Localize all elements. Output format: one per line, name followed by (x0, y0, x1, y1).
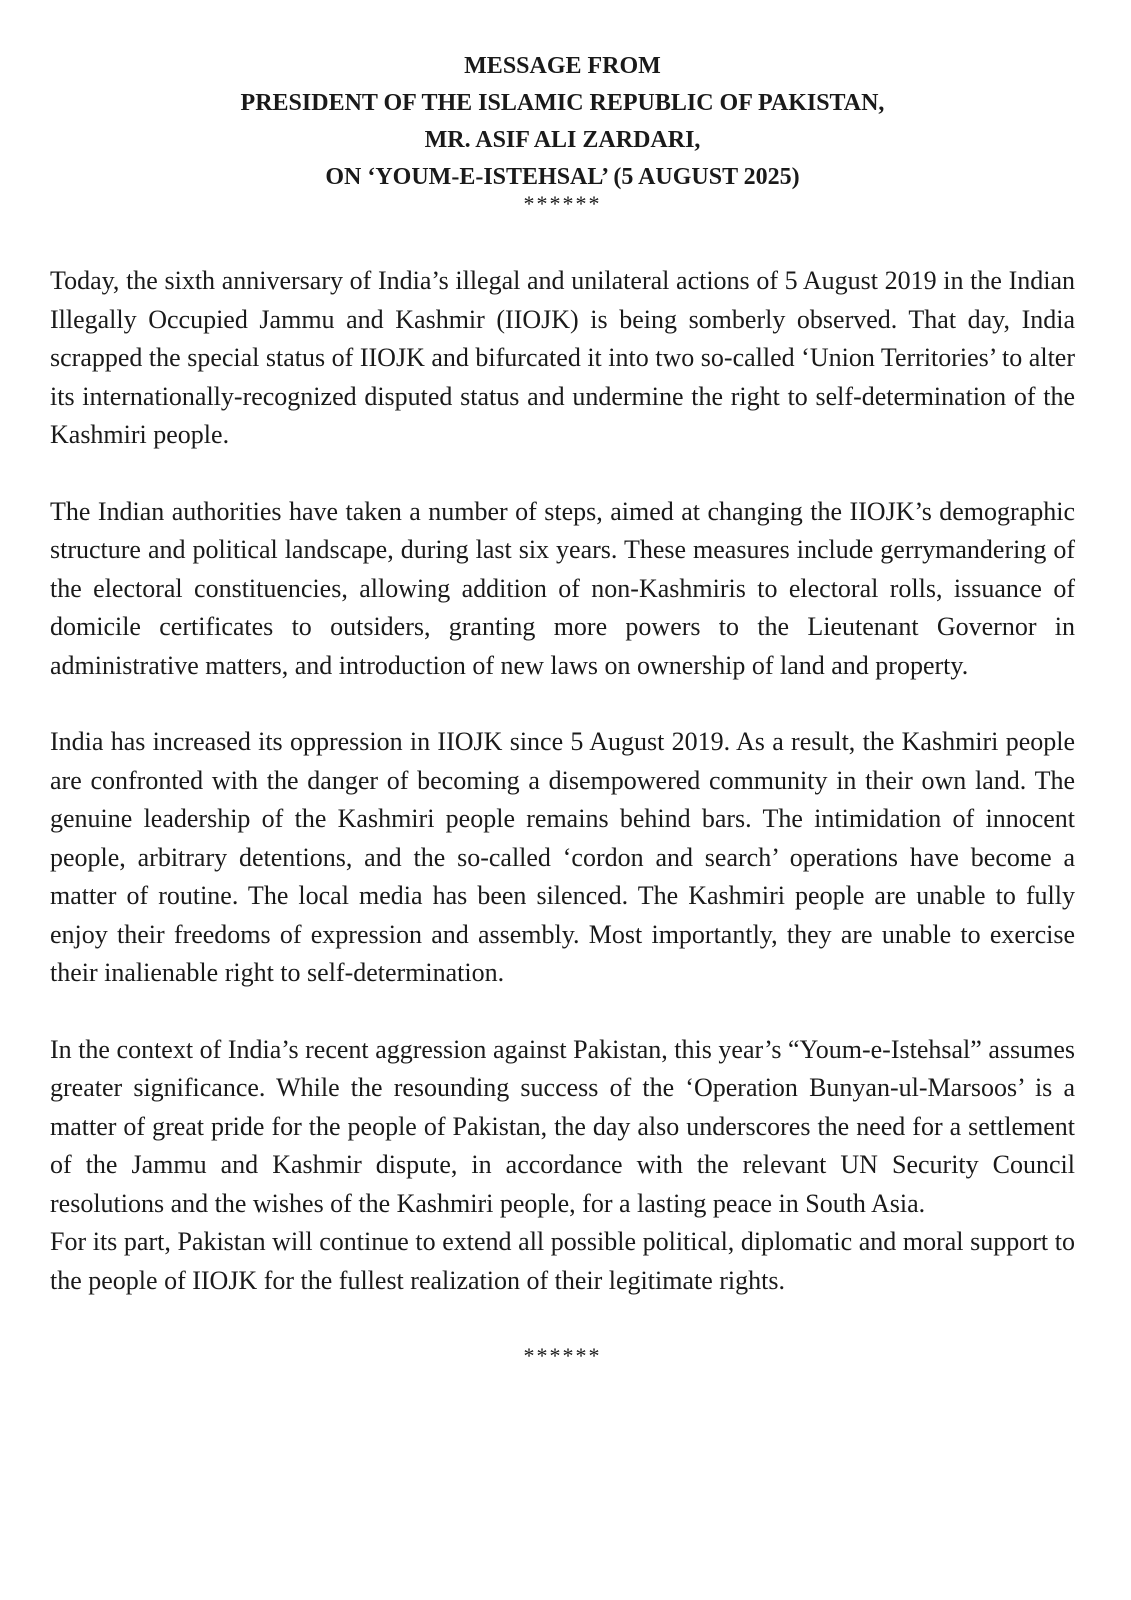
document-heading (50, 48, 1075, 196)
heading-line-4: ON ‘YOUM-E-ISTEHSAL’ (5 AUGUST 2025) (325, 164, 800, 190)
top-separator: ****** (523, 191, 602, 216)
message-body (50, 262, 1075, 1300)
paragraph-3: India has increased its oppression in IIOJK since 5 August 2019. As a result, the Kashmiri people are confronted with the danger of becoming a disempowered community in their own land. The genuine leadership of the Kashmiri people remains behind bars. The intimidation of innocent people, arbitrary detentions, and the so-called ‘cordon and search’ operations have become a matter of routine. The local media has been silenced. The Kashmiri people are unable to fully enjoy their freedoms of expression and assembly. Most importantly, they are unable to exercise their inalienable right to self-determination. (50, 727, 1075, 987)
paragraph-5: For its part, Pakistan will continue to extend all possible political, diplomatic and moral support to the people of IIOJK for the fullest realization of their legitimate rights. (50, 1227, 1075, 1295)
heading-line-2: PRESIDENT OF THE ISLAMIC REPUBLIC OF PAKISTAN, (240, 90, 885, 116)
heading-line-3: MR. ASIF ALI ZARDARI, (424, 127, 701, 153)
heading-line-1: MESSAGE FROM (464, 53, 661, 79)
document-page (50, 48, 1075, 1368)
paragraph-2: The Indian authorities have taken a number of steps, aimed at changing the IIOJK’s demographic structure and political landscape, during last six years. These measures include gerrymandering of the electoral constituencies, allowing addition of non-Kashmiris to electoral rolls, issuance of domicile certificates to outsiders, granting more powers to the Lieutenant Governor in administrative matters, and introduction of new laws on ownership of land and property. (50, 496, 1075, 680)
paragraph-1: Today, the sixth anniversary of India’s illegal and unilateral actions of 5 August 2019 in the Indian Illegally Occupied Jammu and Kashmir (IIOJK) is being somberly observed. That day, India scrapped the special status of IIOJK and bifurcated it into two so-called ‘Union Territories’ to alter its internationally-recognized disputed status and undermine the right to self-determination of the Kashmiri people. (50, 266, 1075, 449)
bottom-separator: ****** (523, 1343, 602, 1368)
paragraph-4: In the context of India’s recent aggression against Pakistan, this year’s “Youm-e-Istehsal” assumes greater significance. While the resounding success of the ‘Operation Bunyan-ul-Marsoos’ is a matter of great pride for the people of Pakistan, the day also underscores the need for a settlement of the Jammu and Kashmir dispute, in accordance with the relevant UN Security Council resolutions and the wishes of the Kashmiri people, for a lasting peace in South Asia. (50, 1034, 1075, 1218)
